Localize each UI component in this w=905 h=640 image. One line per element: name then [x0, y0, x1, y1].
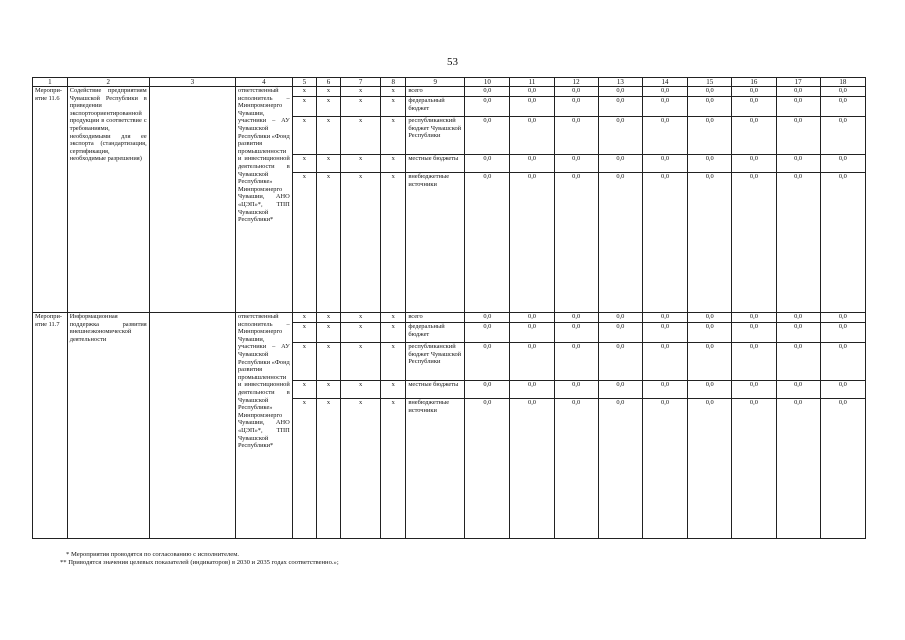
column-header: 18 [820, 78, 865, 87]
code-cell: x [292, 323, 316, 343]
funding-value: 0,0 [554, 313, 598, 323]
column-header: 6 [316, 78, 340, 87]
code-cell: x [341, 173, 381, 313]
funding-value: 0,0 [776, 313, 820, 323]
funding-value: 0,0 [820, 87, 865, 97]
funding-value: 0,0 [598, 323, 642, 343]
funding-value: 0,0 [598, 117, 642, 155]
funding-value: 0,0 [554, 97, 598, 117]
funding-value: 0,0 [732, 381, 776, 399]
column-number-row [33, 78, 866, 87]
code-cell: x [341, 87, 381, 97]
activity-name: Информационная поддержка развития внешнеэкономической деятельности [67, 313, 149, 539]
footnote-2: ** Приводятся значения целевых показателей (индикаторов) в 2030 и 2035 годах соответственно.»; [60, 559, 339, 566]
funding-value: 0,0 [776, 323, 820, 343]
footnotes [60, 551, 339, 567]
code-cell: x [316, 155, 340, 173]
code-cell: x [316, 97, 340, 117]
funding-value: 0,0 [642, 313, 687, 323]
funding-value: 0,0 [820, 117, 865, 155]
funding-value: 0,0 [554, 323, 598, 343]
funding-value: 0,0 [465, 399, 510, 539]
funding-value: 0,0 [554, 87, 598, 97]
funding-value: 0,0 [732, 97, 776, 117]
funding-value: 0,0 [510, 155, 554, 173]
code-cell: x [341, 155, 381, 173]
funding-value: 0,0 [554, 117, 598, 155]
funding-value: 0,0 [510, 97, 554, 117]
funding-value: 0,0 [642, 399, 687, 539]
code-cell: x [292, 173, 316, 313]
funding-source: всего [406, 313, 465, 323]
code-cell: x [316, 173, 340, 313]
funding-value: 0,0 [732, 155, 776, 173]
code-cell: x [381, 343, 406, 381]
funding-value: 0,0 [598, 87, 642, 97]
funding-value: 0,0 [465, 343, 510, 381]
funding-value: 0,0 [776, 155, 820, 173]
column-header: 13 [598, 78, 642, 87]
funding-value: 0,0 [688, 381, 732, 399]
funding-value: 0,0 [820, 97, 865, 117]
code-cell: x [292, 313, 316, 323]
funding-value: 0,0 [642, 323, 687, 343]
funding-value: 0,0 [776, 173, 820, 313]
funding-value: 0,0 [820, 173, 865, 313]
column-header: 11 [510, 78, 554, 87]
funding-source: федеральный бюджет [406, 97, 465, 117]
code-cell: x [316, 343, 340, 381]
column-header: 9 [406, 78, 465, 87]
code-cell: x [381, 97, 406, 117]
funding-value: 0,0 [688, 323, 732, 343]
funding-source: местные бюджеты [406, 381, 465, 399]
code-cell: x [341, 117, 381, 155]
code-cell: x [292, 87, 316, 97]
funding-value: 0,0 [732, 399, 776, 539]
code-cell: x [341, 381, 381, 399]
column-header: 5 [292, 78, 316, 87]
funding-value: 0,0 [776, 343, 820, 381]
activity-name: Содействие предприятиям Чувашской Республики в приведении экспортоориентированной продукции в соответствие с требованиями, необходимыми для ее экспорта (стандартизация, сертификация, необходимые разрешения) [67, 87, 149, 313]
table-body [33, 87, 866, 539]
responsible-executor: ответственный исполнитель – Минпромэнерго Чувашии, участники – АУ Чувашской Республики «Фонд развития промышленности и инвестиционной деятельности в Чувашской Республике» Минпромэнерго Чувашии, АНО «ЦЭП»*, ТПП Чувашской Республики* [235, 313, 292, 539]
funding-value: 0,0 [642, 97, 687, 117]
funding-value: 0,0 [598, 155, 642, 173]
funding-value: 0,0 [732, 173, 776, 313]
funding-value: 0,0 [510, 87, 554, 97]
funding-value: 0,0 [465, 97, 510, 117]
funding-value: 0,0 [642, 381, 687, 399]
column-header: 12 [554, 78, 598, 87]
funding-value: 0,0 [598, 381, 642, 399]
funding-value: 0,0 [554, 155, 598, 173]
funding-value: 0,0 [732, 323, 776, 343]
funding-value: 0,0 [554, 343, 598, 381]
code-cell: x [381, 155, 406, 173]
funding-value: 0,0 [510, 117, 554, 155]
column-header: 17 [776, 78, 820, 87]
column-header: 1 [33, 78, 68, 87]
code-cell: x [316, 87, 340, 97]
funding-value: 0,0 [642, 87, 687, 97]
funding-value: 0,0 [688, 313, 732, 323]
column-header: 7 [341, 78, 381, 87]
code-cell: x [292, 399, 316, 539]
funding-value: 0,0 [554, 381, 598, 399]
activity-col3 [149, 87, 235, 313]
code-cell: x [341, 323, 381, 343]
funding-value: 0,0 [820, 381, 865, 399]
code-cell: x [316, 399, 340, 539]
funding-value: 0,0 [776, 117, 820, 155]
funding-value: 0,0 [688, 117, 732, 155]
funding-source: местные бюджеты [406, 155, 465, 173]
funding-table [32, 77, 866, 539]
code-cell: x [381, 117, 406, 155]
code-cell: x [292, 343, 316, 381]
funding-value: 0,0 [598, 173, 642, 313]
funding-value: 0,0 [732, 117, 776, 155]
funding-value: 0,0 [598, 97, 642, 117]
code-cell: x [316, 381, 340, 399]
funding-value: 0,0 [776, 399, 820, 539]
funding-source: республиканский бюджет Чувашской Республики [406, 343, 465, 381]
column-header: 16 [732, 78, 776, 87]
funding-value: 0,0 [642, 155, 687, 173]
funding-value: 0,0 [465, 313, 510, 323]
funding-value: 0,0 [510, 323, 554, 343]
funding-value: 0,0 [598, 343, 642, 381]
funding-value: 0,0 [688, 343, 732, 381]
funding-value: 0,0 [688, 97, 732, 117]
responsible-executor: ответственный исполнитель – Минпромэнерго Чувашии, участники – АУ Чувашской Республики «Фонд развития промышленности и инвестиционной деятельности в Чувашской Республике» Минпромэнерго Чувашии, АНО «ЦЭП»*, ТПП Чувашской Республики* [235, 87, 292, 313]
code-cell: x [381, 87, 406, 97]
activity-id: Меропри-ятие 11.6 [33, 87, 68, 313]
table-row [33, 313, 866, 323]
funding-value: 0,0 [510, 313, 554, 323]
funding-value: 0,0 [465, 173, 510, 313]
code-cell: x [292, 381, 316, 399]
funding-value: 0,0 [820, 323, 865, 343]
funding-value: 0,0 [776, 381, 820, 399]
funding-value: 0,0 [465, 87, 510, 97]
funding-value: 0,0 [688, 155, 732, 173]
funding-value: 0,0 [465, 381, 510, 399]
funding-value: 0,0 [554, 399, 598, 539]
funding-source: всего [406, 87, 465, 97]
funding-value: 0,0 [510, 343, 554, 381]
code-cell: x [381, 399, 406, 539]
funding-value: 0,0 [510, 173, 554, 313]
funding-value: 0,0 [642, 173, 687, 313]
code-cell: x [316, 313, 340, 323]
funding-value: 0,0 [732, 313, 776, 323]
funding-value: 0,0 [510, 399, 554, 539]
funding-value: 0,0 [598, 313, 642, 323]
activity-id: Меропри-ятие 11.7 [33, 313, 68, 539]
code-cell: x [316, 323, 340, 343]
funding-value: 0,0 [554, 173, 598, 313]
funding-value: 0,0 [776, 87, 820, 97]
code-cell: x [292, 155, 316, 173]
column-header: 15 [688, 78, 732, 87]
activity-col3 [149, 313, 235, 539]
column-header: 2 [67, 78, 149, 87]
code-cell: x [341, 343, 381, 381]
funding-value: 0,0 [820, 343, 865, 381]
code-cell: x [381, 173, 406, 313]
funding-value: 0,0 [642, 343, 687, 381]
column-header: 14 [642, 78, 687, 87]
funding-value: 0,0 [732, 343, 776, 381]
funding-source: федеральный бюджет [406, 323, 465, 343]
column-header: 4 [235, 78, 292, 87]
funding-source: республиканский бюджет Чувашской Республики [406, 117, 465, 155]
funding-value: 0,0 [688, 173, 732, 313]
table-row [33, 87, 866, 97]
funding-value: 0,0 [598, 399, 642, 539]
funding-value: 0,0 [820, 155, 865, 173]
page-number: 53 [447, 56, 458, 68]
footnote-1: * Мероприятия проводятся по согласованию с исполнителем. [66, 551, 240, 558]
funding-value: 0,0 [688, 87, 732, 97]
funding-value: 0,0 [820, 399, 865, 539]
funding-value: 0,0 [820, 313, 865, 323]
column-header: 8 [381, 78, 406, 87]
column-header: 3 [149, 78, 235, 87]
code-cell: x [381, 313, 406, 323]
funding-source: внебюджетные источники [406, 399, 465, 539]
code-cell: x [341, 97, 381, 117]
code-cell: x [292, 97, 316, 117]
code-cell: x [341, 313, 381, 323]
funding-value: 0,0 [732, 87, 776, 97]
funding-value: 0,0 [465, 155, 510, 173]
code-cell: x [381, 323, 406, 343]
funding-value: 0,0 [465, 117, 510, 155]
funding-source: внебюджетные источники [406, 173, 465, 313]
funding-value: 0,0 [465, 323, 510, 343]
code-cell: x [381, 381, 406, 399]
funding-value: 0,0 [510, 381, 554, 399]
funding-value: 0,0 [642, 117, 687, 155]
funding-value: 0,0 [776, 97, 820, 117]
column-header: 10 [465, 78, 510, 87]
code-cell: x [292, 117, 316, 155]
code-cell: x [341, 399, 381, 539]
code-cell: x [316, 117, 340, 155]
funding-value: 0,0 [688, 399, 732, 539]
